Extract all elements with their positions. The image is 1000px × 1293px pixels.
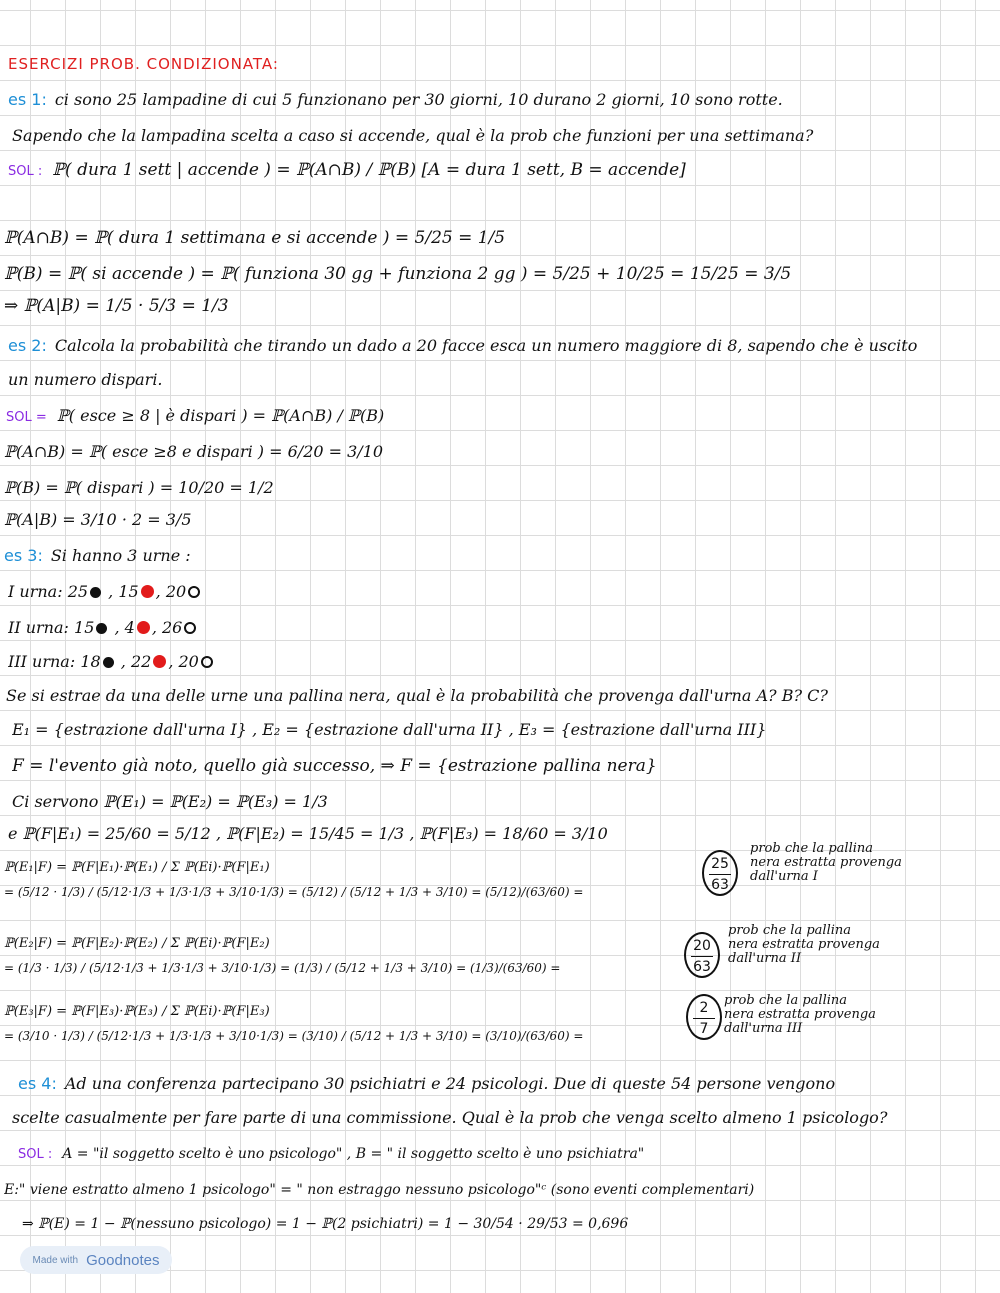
es3-prior: Ci servono ℙ(E₁) = ℙ(E₂) = ℙ(E₃) = 1/3 (12, 792, 328, 811)
white-ball-icon (184, 622, 196, 634)
result-numerator: 2 (699, 1000, 709, 1016)
urn-row: I urna: 25 , 15 , 20 (8, 582, 1000, 602)
white-ball-icon (201, 656, 213, 668)
es2-text-1: Calcola la probabilità che tirando un dado a 20 facce esca un numero maggiore di 8, sapendo che è uscito (54, 336, 918, 355)
es2-line-3: ℙ(A∩B) = ℙ( esce ≥8 e dispari ) = 6/20 = 3/10 (4, 442, 384, 461)
es2-sol-label: SOL = (6, 410, 47, 425)
urn-name: I urna: (8, 582, 63, 601)
es3-intro: Si hanno 3 urne : (50, 546, 191, 565)
result-denominator: 7 (699, 1021, 709, 1037)
white-count: 26 (162, 618, 183, 637)
es4-label: es 4: (18, 1074, 57, 1093)
es1-sol-label: SOL : (8, 164, 43, 179)
es2-sol-line (6, 406, 1000, 428)
es2-line-4: ℙ(B) = ℙ( dispari ) = 10/20 = 1/2 (4, 478, 274, 497)
result-denominator: 63 (711, 877, 729, 893)
white-count: 20 (165, 582, 187, 601)
made-with-label: Made with (32, 1254, 79, 1266)
es4-line-1 (18, 1074, 1000, 1094)
black-count: 25 (67, 582, 89, 601)
result-circle (686, 994, 722, 1040)
es4-line-4: ⇒ ℙ(E) = 1 − ℙ(nessuno psicologo) = 1 − ℙ(2 psichiatri) = 1 − 30/54 · 29/53 = 0,696 (22, 1216, 629, 1232)
result-numerator: 25 (711, 856, 729, 872)
es2-sol: ℙ( esce ≥ 8 | è dispari ) = ℙ(A∩B) / ℙ(B) (56, 406, 385, 425)
goodnotes-brand: Goodnotes (86, 1251, 160, 1269)
urn-row: II urna: 15 , 4 , 26 (8, 618, 1000, 638)
result-circle (684, 932, 720, 978)
goodnotes-badge (20, 1246, 172, 1274)
black-count: 18 (80, 652, 101, 671)
es1-line-5: ⇒ ℙ(A|B) = 1/5 · 5/3 = 1/3 (4, 296, 229, 316)
page-title: ESERCIZI PROB. CONDIZIONATA: (8, 55, 279, 73)
es1-line-3: ℙ(A∩B) = ℙ( dura 1 settimana e si accende ) = 5/25 = 1/5 (4, 228, 506, 248)
es2-line-5: ℙ(A|B) = 3/10 · 2 = 3/5 (4, 510, 192, 529)
es1-sol: ℙ( dura 1 sett | accende ) = ℙ(A∩B) / ℙ(B) [A = dura 1 sett, B = accende] (52, 160, 686, 180)
red-count: 22 (130, 652, 152, 671)
black-ball-icon (103, 657, 114, 668)
es4-line-3: E:" viene estratto almeno 1 psicologo" = " non estraggo nessuno psicologo"ᶜ (sono eventi complementari) (4, 1182, 755, 1198)
black-count: 15 (74, 618, 95, 637)
es1-text-1: ci sono 25 lampadine di cui 5 funzionano per 30 giorni, 10 durano 2 giorni, 10 sono rotte. (54, 90, 783, 109)
es1-label: es 1: (8, 90, 47, 109)
bayes-lhs: ℙ(E₂|F) = ℙ(F|E₂)·ℙ(E₂) / Σ ℙ(Ei)·ℙ(F|E₂) (4, 936, 270, 951)
es2-line-2: un numero dispari. (8, 370, 163, 389)
urn-row: III urna: 18 , 22 , 20 (8, 652, 1000, 672)
result-note: prob che la pallina nera estratta provenga dall'urna III (724, 993, 876, 1036)
es4-text-1: Ad una conferenza partecipano 30 psichiatri e 24 psicologi. Due di queste 54 persone vengono (64, 1074, 836, 1093)
es3-event-f: F = l'evento già noto, quello già successo, ⇒ F = {estrazione pallina nera} (12, 756, 657, 776)
bayes-steps: = (5/12 · 1/3) / (5/12·1/3 + 1/3·1/3 + 3/10·1/3) = (5/12) / (5/12 + 1/3 + 3/10) = (5/12)/(63/60) = (4, 885, 584, 899)
es4-sol-label: SOL : (18, 1147, 53, 1162)
es2-label: es 2: (8, 336, 47, 355)
es3-line-1 (4, 546, 1000, 566)
red-ball-icon (137, 621, 150, 634)
es4-line-2: scelte casualmente per fare parte di una commissione. Qual è la prob che venga scelto almeno 1 psicologo? (12, 1108, 888, 1127)
es1-sol-line (8, 160, 1000, 182)
red-count: 15 (118, 582, 139, 601)
es1-line-4: ℙ(B) = ℙ( si accende ) = ℙ( funziona 30 gg + funziona 2 gg ) = 5/25 + 10/25 = 15/25 = 3/5 (4, 264, 792, 284)
result-note: prob che la pallina nera estratta provenga dall'urna II (728, 923, 880, 966)
result-circle (702, 850, 738, 896)
es1-line-2: Sapendo che la lampadina scelta a caso si accende, qual è la prob che funzioni per una settimana? (12, 126, 814, 145)
urn-name: III urna: (8, 652, 76, 671)
white-count: 20 (178, 652, 199, 671)
result-note: prob che la pallina nera estratta provenga dall'urna I (750, 841, 902, 884)
black-ball-icon (96, 623, 107, 634)
es4-sol-line (18, 1144, 1000, 1165)
bayes-lhs: ℙ(E₁|F) = ℙ(F|E₁)·ℙ(E₁) / Σ ℙ(Ei)·ℙ(F|E₁) (4, 860, 270, 875)
es4-sol: A = "il soggetto scelto è uno psicologo" , B = " il soggetto scelto è uno psichiatra" (62, 1146, 645, 1162)
urn-name: II urna: (8, 618, 69, 637)
es2-line-1 (8, 336, 1000, 356)
result-denominator: 63 (693, 959, 711, 975)
bayes-steps: = (3/10 · 1/3) / (5/12·1/3 + 1/3·1/3 + 3/10·1/3) = (3/10) / (5/12 + 1/3 + 3/10) = (3/10)/(63/60) = (4, 1029, 584, 1043)
es3-events: E₁ = {estrazione dall'urna I} , E₂ = {estrazione dall'urna II} , E₃ = {estrazione dall'urna III} (12, 720, 767, 739)
bayes-steps: = (1/3 · 1/3) / (5/12·1/3 + 1/3·1/3 + 3/10·1/3) = (1/3) / (5/12 + 1/3 + 3/10) = (1/3)/(63/60) = (4, 961, 561, 975)
es3-label: es 3: (4, 546, 43, 565)
white-ball-icon (188, 586, 200, 598)
bayes-lhs: ℙ(E₃|F) = ℙ(F|E₃)·ℙ(E₃) / Σ ℙ(Ei)·ℙ(F|E₃) (4, 1004, 270, 1019)
black-ball-icon (90, 587, 101, 598)
es3-question: Se si estrae da una delle urne una pallina nera, qual è la probabilità che provenga dall'urna A? B? C? (6, 686, 828, 705)
result-numerator: 20 (693, 938, 711, 954)
es1-line-1 (8, 90, 1000, 110)
red-ball-icon (153, 655, 166, 668)
red-count: 4 (124, 618, 135, 637)
es3-likelihoods: e ℙ(F|E₁) = 25/60 = 5/12 , ℙ(F|E₂) = 15/45 = 1/3 , ℙ(F|E₃) = 18/60 = 3/10 (8, 824, 608, 843)
red-ball-icon (141, 585, 154, 598)
